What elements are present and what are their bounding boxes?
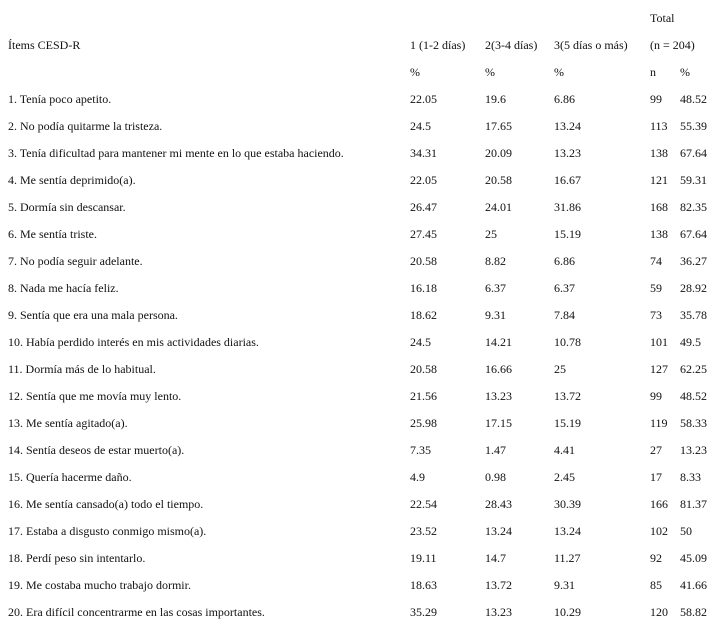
pct-5-plus-days: 6.37 bbox=[554, 281, 575, 295]
pct-5-plus-days: 13.24 bbox=[554, 524, 581, 538]
pct-5-plus-days: 6.86 bbox=[554, 92, 575, 106]
total-n: 168 bbox=[650, 200, 668, 214]
pct-3-4-days: 24.01 bbox=[485, 200, 512, 214]
pct-5-plus-days: 25 bbox=[554, 362, 566, 376]
total-pct: 8.33 bbox=[680, 470, 701, 484]
pct-3-4-days: 20.09 bbox=[485, 146, 512, 160]
total-pct: 81.37 bbox=[680, 497, 707, 511]
pct-1-2-days: 4.9 bbox=[410, 470, 425, 484]
item-label: 12. Sentía que me movía muy lento. bbox=[8, 389, 182, 403]
total-n: 113 bbox=[650, 119, 668, 133]
total-n: 102 bbox=[650, 524, 668, 538]
header-col-1: 1 (1-2 días) bbox=[410, 38, 466, 52]
header-total: Total bbox=[650, 11, 675, 25]
pct-5-plus-days: 13.24 bbox=[554, 119, 581, 133]
item-label: 11. Dormía más de lo habitual. bbox=[8, 362, 156, 376]
pct-5-plus-days: 10.29 bbox=[554, 605, 581, 619]
total-pct: 62.25 bbox=[680, 362, 707, 376]
pct-3-4-days: 13.24 bbox=[485, 524, 512, 538]
pct-5-plus-days: 15.19 bbox=[554, 416, 581, 430]
total-n: 127 bbox=[650, 362, 668, 376]
total-pct: 35.78 bbox=[680, 308, 707, 322]
pct-1-2-days: 20.58 bbox=[410, 254, 437, 268]
pct-1-2-days: 22.05 bbox=[410, 173, 437, 187]
pct-3-4-days: 13.23 bbox=[485, 605, 512, 619]
pct-5-plus-days: 2.45 bbox=[554, 470, 575, 484]
pct-1-2-days: 22.54 bbox=[410, 497, 437, 511]
header-pct-3: % bbox=[554, 65, 564, 79]
total-n: 166 bbox=[650, 497, 668, 511]
header-n: n bbox=[650, 65, 656, 79]
pct-3-4-days: 17.65 bbox=[485, 119, 512, 133]
pct-3-4-days: 28.43 bbox=[485, 497, 512, 511]
total-pct: 82.35 bbox=[680, 200, 707, 214]
header-pct-1: % bbox=[410, 65, 420, 79]
pct-3-4-days: 14.21 bbox=[485, 335, 512, 349]
total-pct: 67.64 bbox=[680, 146, 707, 160]
pct-1-2-days: 22.05 bbox=[410, 92, 437, 106]
pct-5-plus-days: 10.78 bbox=[554, 335, 581, 349]
pct-5-plus-days: 7.84 bbox=[554, 308, 575, 322]
pct-1-2-days: 18.63 bbox=[410, 578, 437, 592]
item-label: 3. Tenía dificultad para mantener mi mente en lo que estaba haciendo. bbox=[8, 146, 344, 160]
item-label: 2. No podía quitarme la tristeza. bbox=[8, 119, 163, 133]
total-n: 92 bbox=[650, 551, 662, 565]
header-pct-total: % bbox=[680, 65, 690, 79]
total-n: 85 bbox=[650, 578, 662, 592]
pct-5-plus-days: 31.86 bbox=[554, 200, 581, 214]
item-label: 8. Nada me hacía feliz. bbox=[8, 281, 119, 295]
item-label: 16. Me sentía cansado(a) todo el tiempo. bbox=[8, 497, 204, 511]
total-pct: 45.09 bbox=[680, 551, 707, 565]
pct-3-4-days: 1.47 bbox=[485, 443, 506, 457]
header-col-3: 3(5 días o más) bbox=[554, 38, 628, 52]
total-n: 99 bbox=[650, 92, 662, 106]
item-label: 1. Tenía poco apetito. bbox=[8, 92, 112, 106]
header-total-n: (n = 204) bbox=[650, 38, 695, 52]
total-pct: 36.27 bbox=[680, 254, 707, 268]
pct-1-2-days: 24.5 bbox=[410, 119, 431, 133]
item-label: 7. No podía seguir adelante. bbox=[8, 254, 143, 268]
pct-5-plus-days: 11.27 bbox=[554, 551, 581, 565]
total-n: 138 bbox=[650, 146, 668, 160]
total-n: 17 bbox=[650, 470, 662, 484]
total-pct: 50 bbox=[680, 524, 692, 538]
total-n: 101 bbox=[650, 335, 668, 349]
pct-1-2-days: 7.35 bbox=[410, 443, 431, 457]
pct-1-2-days: 16.18 bbox=[410, 281, 437, 295]
pct-3-4-days: 6.37 bbox=[485, 281, 506, 295]
pct-5-plus-days: 16.67 bbox=[554, 173, 581, 187]
header-items: Ítems CESD-R bbox=[8, 38, 81, 52]
pct-1-2-days: 25.98 bbox=[410, 416, 437, 430]
pct-5-plus-days: 13.72 bbox=[554, 389, 581, 403]
total-pct: 67.64 bbox=[680, 227, 707, 241]
pct-5-plus-days: 6.86 bbox=[554, 254, 575, 268]
item-label: 17. Estaba a disgusto conmigo mismo(a). bbox=[8, 524, 207, 538]
pct-5-plus-days: 30.39 bbox=[554, 497, 581, 511]
item-label: 6. Me sentía triste. bbox=[8, 227, 97, 241]
total-n: 99 bbox=[650, 389, 662, 403]
pct-3-4-days: 8.82 bbox=[485, 254, 506, 268]
pct-3-4-days: 9.31 bbox=[485, 308, 506, 322]
item-label: 5. Dormía sin descansar. bbox=[8, 200, 126, 214]
total-pct: 58.82 bbox=[680, 605, 707, 619]
total-pct: 49.5 bbox=[680, 335, 701, 349]
pct-1-2-days: 19.11 bbox=[410, 551, 437, 565]
total-pct: 48.52 bbox=[680, 389, 707, 403]
total-pct: 28.92 bbox=[680, 281, 707, 295]
item-label: 9. Sentía que era una mala persona. bbox=[8, 308, 178, 322]
item-label: 15. Quería hacerme daño. bbox=[8, 470, 132, 484]
item-label: 13. Me sentía agitado(a). bbox=[8, 416, 128, 430]
item-label: 18. Perdí peso sin intentarlo. bbox=[8, 551, 146, 565]
total-n: 119 bbox=[650, 416, 668, 430]
pct-3-4-days: 20.58 bbox=[485, 173, 512, 187]
total-pct: 59.31 bbox=[680, 173, 707, 187]
total-pct: 48.52 bbox=[680, 92, 707, 106]
pct-1-2-days: 23.52 bbox=[410, 524, 437, 538]
header-col-2: 2(3-4 días) bbox=[485, 38, 538, 52]
pct-3-4-days: 16.66 bbox=[485, 362, 512, 376]
pct-5-plus-days: 9.31 bbox=[554, 578, 575, 592]
pct-1-2-days: 35.29 bbox=[410, 605, 437, 619]
total-n: 121 bbox=[650, 173, 668, 187]
total-n: 59 bbox=[650, 281, 662, 295]
pct-3-4-days: 19.6 bbox=[485, 92, 506, 106]
pct-3-4-days: 17.15 bbox=[485, 416, 512, 430]
total-pct: 55.39 bbox=[680, 119, 707, 133]
total-n: 74 bbox=[650, 254, 662, 268]
total-n: 120 bbox=[650, 605, 668, 619]
header-pct-2: % bbox=[485, 65, 495, 79]
item-label: 19. Me costaba mucho trabajo dormir. bbox=[8, 578, 191, 592]
pct-3-4-days: 14.7 bbox=[485, 551, 506, 565]
pct-3-4-days: 0.98 bbox=[485, 470, 506, 484]
pct-5-plus-days: 13.23 bbox=[554, 146, 581, 160]
item-label: 20. Era difícil concentrarme en las cosas importantes. bbox=[8, 605, 265, 619]
pct-5-plus-days: 15.19 bbox=[554, 227, 581, 241]
total-n: 73 bbox=[650, 308, 662, 322]
pct-1-2-days: 18.62 bbox=[410, 308, 437, 322]
pct-3-4-days: 13.23 bbox=[485, 389, 512, 403]
total-n: 138 bbox=[650, 227, 668, 241]
pct-1-2-days: 20.58 bbox=[410, 362, 437, 376]
pct-1-2-days: 26.47 bbox=[410, 200, 437, 214]
pct-5-plus-days: 4.41 bbox=[554, 443, 575, 457]
total-n: 27 bbox=[650, 443, 662, 457]
pct-3-4-days: 13.72 bbox=[485, 578, 512, 592]
item-label: 14. Sentía deseos de estar muerto(a). bbox=[8, 443, 185, 457]
item-label: 4. Me sentía deprimido(a). bbox=[8, 173, 136, 187]
pct-1-2-days: 34.31 bbox=[410, 146, 437, 160]
pct-1-2-days: 21.56 bbox=[410, 389, 437, 403]
pct-1-2-days: 24.5 bbox=[410, 335, 431, 349]
total-pct: 41.66 bbox=[680, 578, 707, 592]
pct-1-2-days: 27.45 bbox=[410, 227, 437, 241]
item-label: 10. Había perdido interés en mis actividades diarias. bbox=[8, 335, 259, 349]
pct-3-4-days: 25 bbox=[485, 227, 497, 241]
total-pct: 58.33 bbox=[680, 416, 707, 430]
total-pct: 13.23 bbox=[680, 443, 707, 457]
